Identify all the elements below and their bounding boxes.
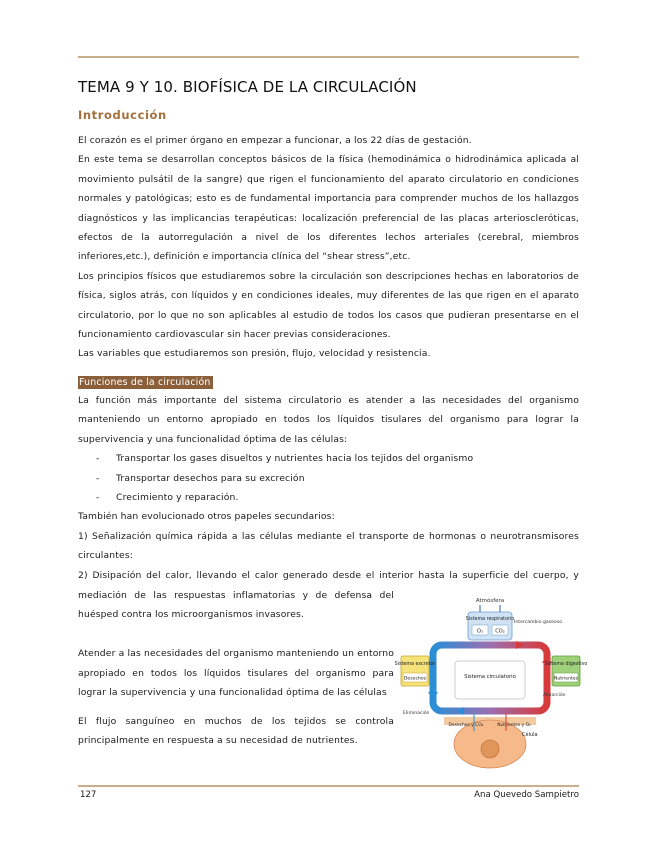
functions-paragraph-2: También han evolucionado otros papeles secundarios: (78, 511, 335, 523)
intro-paragraph-3: Los principios físicos que estudiaremos sobre la circulación son descripciones hechas en laboratorios de física, siglos atrás, con líquidos y en condiciones ideales, muy diferentes de las que rigen en el aparato circulatorio, por lo que no son aplicables al estudio de todos los casos que pudieran presentarse en el funcionamiento cardiovascular sin hacer previas consideraciones. (78, 270, 579, 341)
intro-paragraph-4: Las variables que estudiaremos son presión, flujo, velocidad y resistencia. (78, 348, 431, 360)
bullet-dash: - (96, 453, 100, 465)
top-rule (78, 56, 579, 58)
section-heading-functions: Funciones de la circulación (79, 377, 211, 388)
functions-paragraph-5: Atender a las necesidades del organismo manteniendo un entorno apropiado en todos los líquidos tisulares del organismo para lograr la supervivencia y una funcionalidad óptima de las células (78, 648, 394, 698)
cell-label: Célula (522, 732, 538, 738)
cell-nucleus (481, 740, 499, 758)
intro-paragraph-1: El corazón es el primer órgano en empezar a funcionar, a los 22 días de gestación. (78, 135, 472, 146)
absorption-label: Absorción (543, 693, 566, 698)
functions-paragraph-6: El flujo sanguíneo en muchos de los tejidos se controla principalmente en respuesta a su necesidad de nutrientes. (78, 715, 394, 746)
footer-author: Ana Quevedo Sampietro (474, 790, 579, 800)
functions-paragraph-4b: mediación de las respuestas inflamatorias y de defensa del huésped contra los microorganismos invasores. (78, 590, 394, 621)
cell-nutrients-label: Nutrientes y O₂ (497, 723, 531, 728)
section-heading-intro: Introducción (78, 108, 167, 122)
bullet-dash: - (96, 492, 100, 504)
excretory-label: Sistema excretor (394, 662, 436, 667)
page-number: 127 (80, 790, 97, 800)
bullet-text: Transportar los gases disueltos y nutrientes hacia los tejidos del organismo (116, 453, 474, 465)
elimination-label: Eliminación (403, 711, 430, 716)
intro-paragraph-2: En este tema se desarrollan conceptos básicos de la física (hemodinámica o hidrodinámica aplicada al movimiento pulsátil de la sangre) que rigen el funcionamiento del aparato circulatorio en condiciones normales y patológicas; esto es de fundamental importancia para comprender muchos de los hallazgos diagnósticos y las implicancias terapéuticas: localización preferencial de las placas arterioscleróticas, efectos de la autorregulación a nivel de los diferentes lechos arteriales (cerebral, miembros inferiores,etc.), definición e importancia clínica del “shear stress”,etc. (78, 154, 579, 263)
gas-exchange-label: Intercambio gaseoso (514, 620, 562, 625)
bullet-item (78, 469, 579, 488)
cell-waste-label: Desechos y CO₂ (448, 723, 484, 728)
circulatory-label: Sistema circulatorio (464, 674, 516, 680)
functions-text (78, 391, 579, 585)
functions-text-narrow (78, 635, 394, 760)
functions-bullet-list (78, 449, 579, 507)
digestive-label: Sistema digestivo (544, 662, 588, 667)
circulatory-system-box (455, 661, 525, 699)
bottom-rule (78, 785, 579, 787)
functions-paragraph-1: La función más importante del sistema circulatorio es atender a las necesidades del organismo manteniendo un entorno apropiado en todos los líquidos tisulares del organismo para lograr la supervivencia y una funcionalidad óptima de las células: (78, 395, 579, 445)
functions-paragraph-4a: 2) Disipación del calor, llevando el calor generado desde el interior hasta la superficie del cuerpo, y (78, 569, 579, 581)
bullet-text: Transportar desechos para su excreción (116, 472, 305, 484)
intro-text (78, 131, 579, 364)
bullet-item (78, 488, 579, 507)
respiratory-label: Sistema respiratorio (465, 617, 515, 622)
waste-label: Desechos (403, 676, 427, 682)
functions-paragraph-3: 1) Señalización química rápida a las células mediante el transporte de hormonas o neurotransmisores circulantes: (78, 530, 579, 562)
o2-label: O₂ (477, 628, 483, 635)
page-title: TEMA 9 Y 10. BIOFÍSICA DE LA CIRCULACIÓN (78, 78, 417, 96)
atmosphere-label: Atmósfera (475, 598, 505, 604)
bullet-dash: - (96, 472, 100, 484)
co2-label: CO₂ (495, 628, 505, 635)
bullet-item (78, 449, 579, 468)
circulation-diagram (394, 593, 588, 774)
bullet-text: Crecimiento y reparación. (116, 492, 239, 504)
nutrients-label: Nutrientes (553, 676, 579, 682)
